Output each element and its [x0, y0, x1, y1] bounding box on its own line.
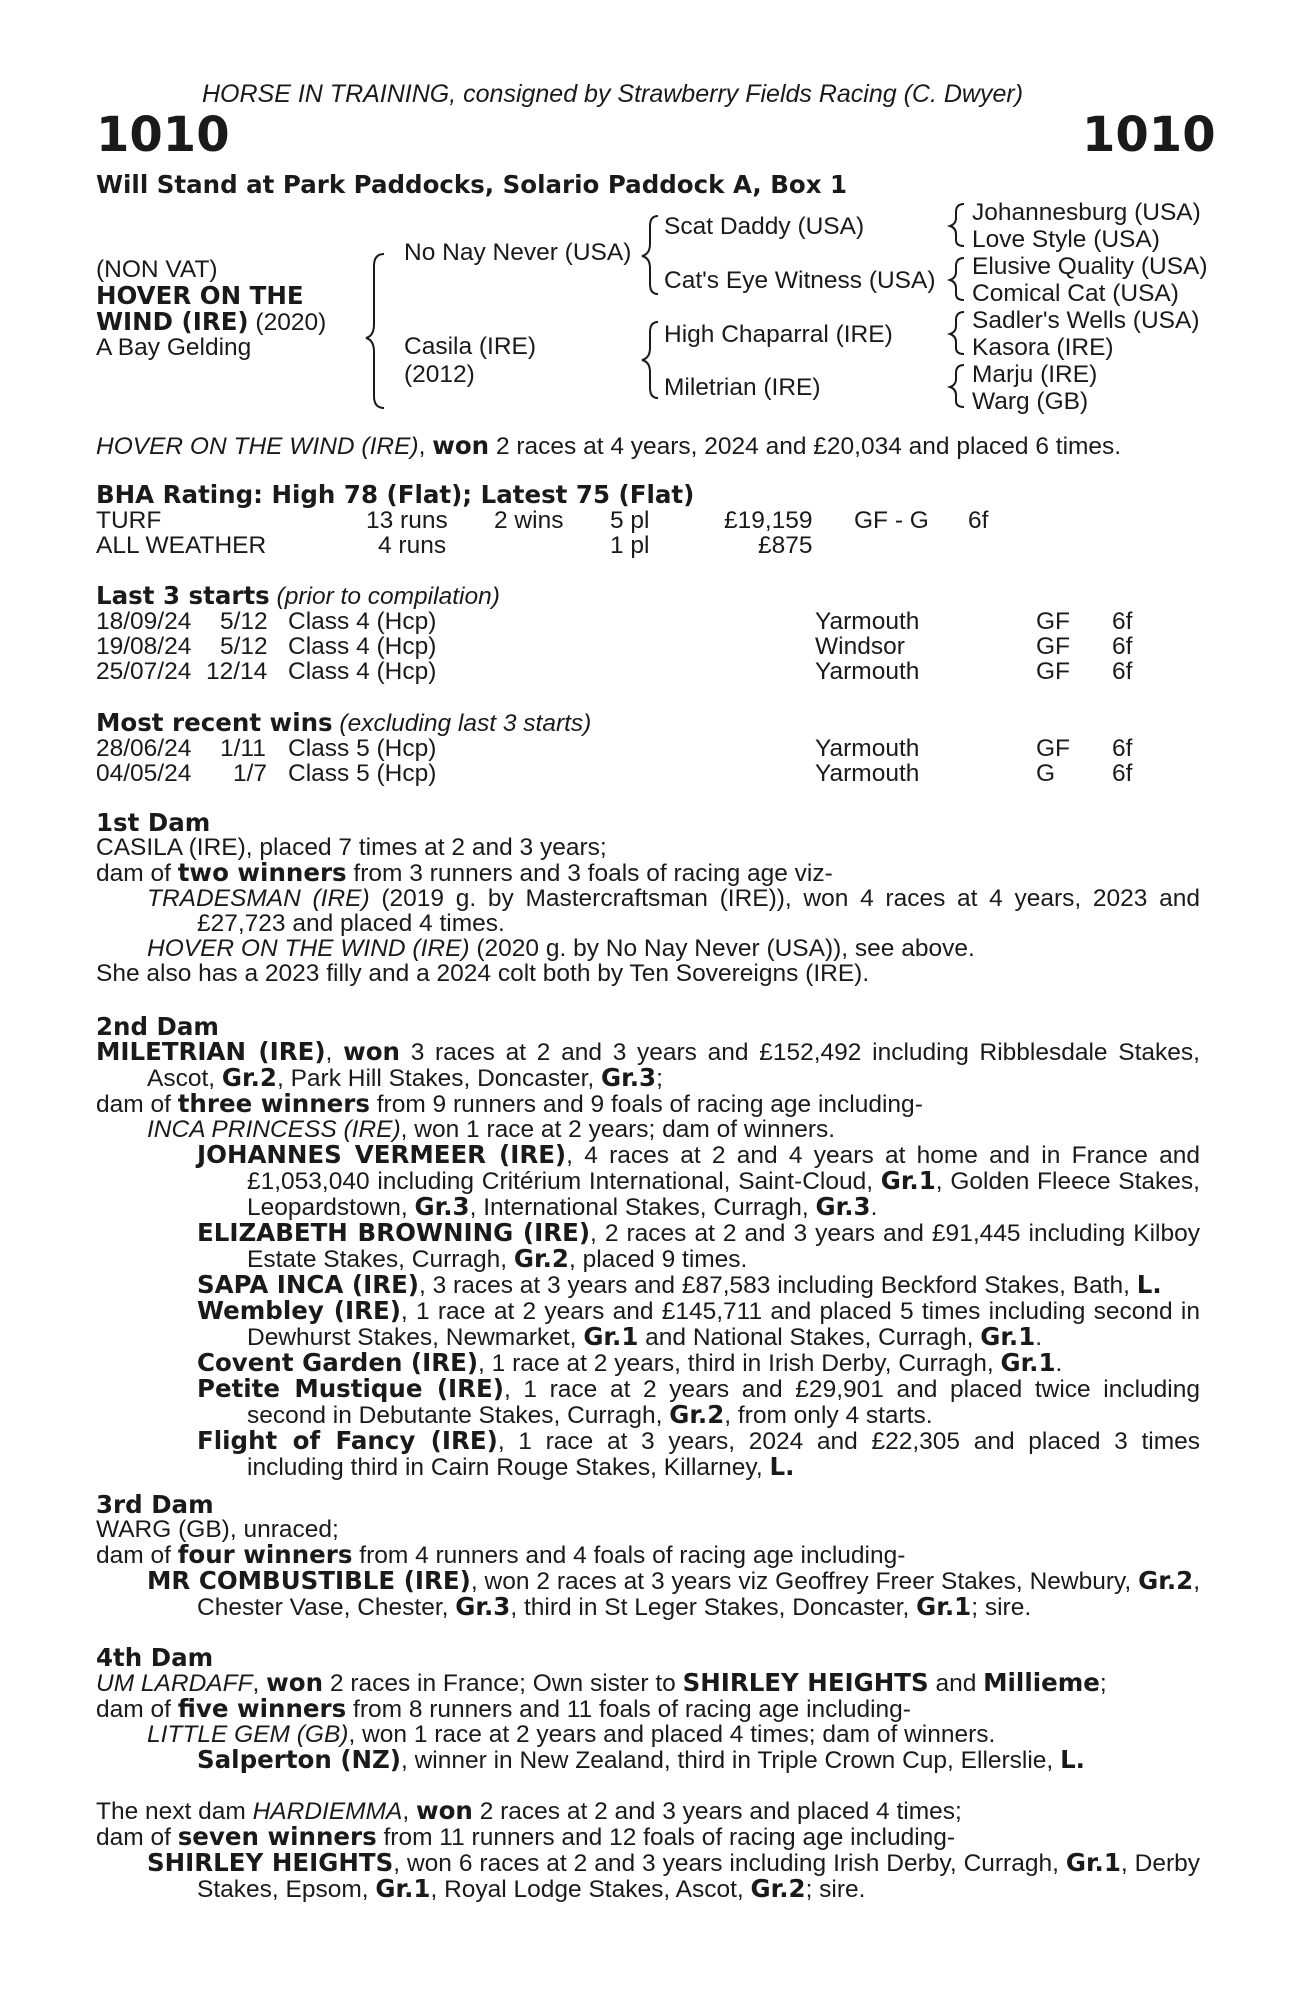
first-dam-produce [96, 860, 1200, 886]
sire-dam-brace [366, 254, 384, 408]
win-class: Class 5 (Hcp) [288, 760, 437, 787]
start-position: 5/12 [220, 633, 268, 660]
text: 3 races at 2 and 3 years and £152,492 including Ribblesdale Stakes, Ascot, [147, 1039, 1200, 1092]
progeny-entry [197, 1376, 1200, 1428]
text: , Chester Vase, Chester, [197, 1568, 1200, 1621]
third-dam-heading: 3rd Dam [96, 1490, 214, 1519]
winners-count: three winners [177, 1089, 370, 1118]
text: , won 6 races at 2 and 3 years including Irish Derby, Curragh, [393, 1850, 1066, 1877]
progeny-name: LITTLE GEM (GB) [147, 1721, 349, 1748]
progeny-entry [147, 936, 1200, 961]
start-distance: 6f [1112, 608, 1133, 635]
text: , International Stakes, Curragh, [469, 1194, 816, 1221]
win-position: 1/11 [220, 735, 266, 762]
pedigree-dam-sire: High Chaparral (IRE) [664, 321, 893, 348]
start-going: GF [1036, 608, 1071, 635]
progeny-entry [197, 1298, 1200, 1350]
grade: L. [1060, 1745, 1085, 1774]
last-starts-note: (prior to compilation) [269, 583, 500, 610]
stand-location: Will Stand at Park Paddocks, Solario Paddock A, Box 1 [96, 170, 848, 199]
progeny-record: , won 1 race at 2 years; dam of winners. [400, 1116, 836, 1143]
horse-ref: SHIRLEY HEIGHTS [682, 1668, 929, 1697]
first-dam-note: She also has a 2023 filly and a 2024 colt both by Ten Sovereigns (IRE). [96, 960, 870, 987]
progeny-record: (2020 g. by No Nay Never (USA)), see above. [469, 935, 975, 962]
text: ; [656, 1065, 663, 1092]
grade: Gr.3 [414, 1192, 470, 1221]
start-class: Class 4 (Hcp) [288, 658, 437, 685]
rating-runs: 13 runs [366, 507, 448, 534]
text: won [343, 1037, 400, 1066]
progeny-entry [197, 1272, 1200, 1298]
progeny-name: Flight of Fancy (IRE) [197, 1426, 498, 1455]
winners-count: four winners [177, 1540, 353, 1569]
grade: L. [769, 1452, 795, 1481]
g-brace-2 [950, 258, 964, 300]
text: 2 races in France; Own sister to [323, 1670, 683, 1697]
horse-name: WIND (IRE) [96, 307, 249, 336]
pedigree-sire-sire: Scat Daddy (USA) [664, 213, 865, 240]
grade: Gr.3 [815, 1192, 871, 1221]
sire-brace [642, 216, 658, 294]
winners-count: two winners [177, 858, 347, 887]
pedigree-gen3-4: Comical Cat (USA) [972, 280, 1179, 307]
text: dam of [96, 1824, 178, 1851]
vat-status: (NON VAT) [96, 256, 218, 283]
text: dam of [96, 860, 178, 887]
first-dam-section [96, 810, 1200, 986]
progeny-name: INCA PRINCESS (IRE) [147, 1116, 401, 1143]
grade: L. [1136, 1270, 1162, 1299]
progeny-name: Covent Garden (IRE) [197, 1348, 479, 1377]
text: from 9 runners and 9 foals of racing age including- [369, 1091, 923, 1118]
third-dam-produce [96, 1542, 1200, 1568]
dam-name: MILETRIAN (IRE) [96, 1037, 326, 1066]
grade: Gr.3 [601, 1063, 657, 1092]
progeny-name: TRADESMAN (IRE) [147, 885, 370, 912]
g-brace-1 [950, 204, 964, 246]
pedigree-sire: No Nay Never (USA) [404, 239, 632, 266]
horse-description: A Bay Gelding [96, 334, 252, 361]
text: , [402, 1798, 416, 1825]
recent-wins-heading [96, 710, 591, 736]
next-dam-section [96, 1798, 1200, 1902]
progeny-name: JOHANNES VERMEER (IRE) [197, 1140, 567, 1169]
grade: Gr.1 [1000, 1348, 1056, 1377]
text: won [266, 1668, 324, 1697]
rating-earnings: £19,159 [724, 507, 813, 534]
progeny-name: SHIRLEY HEIGHTS [147, 1848, 394, 1877]
fourth-dam-heading: 4th Dam [96, 1643, 214, 1672]
summary-won: won [432, 431, 490, 460]
text: , 1 race at 2 years and £145,711 and placed 5 times including second in Dewhurst Stakes, Newmarket, [247, 1298, 1200, 1351]
horse-ref: Millieme [983, 1668, 1100, 1697]
text: , [325, 1039, 344, 1066]
rating-placed: 1 pl [610, 532, 650, 559]
pedigree-gen3-6: Kasora (IRE) [972, 334, 1114, 361]
text: , third in St Leger Stakes, Doncaster, [510, 1594, 917, 1621]
consignor-line: HORSE IN TRAINING, consigned by Strawberry Fields Racing (C. Dwyer) [202, 80, 1024, 108]
win-course: Yarmouth [815, 760, 920, 787]
text: , Derby Stakes, Epsom, [197, 1850, 1201, 1903]
text: dam of [96, 1091, 178, 1118]
progeny-name: ELIZABETH BROWNING (IRE) [197, 1218, 591, 1247]
text: , from only 4 starts. [724, 1402, 933, 1429]
grade: Gr.1 [375, 1874, 431, 1903]
text: , winner in New Zealand, third in Triple Crown Cup, Ellerslie, [401, 1747, 1061, 1774]
rating-earnings: £875 [758, 532, 813, 559]
win-date: 28/06/24 [96, 735, 192, 762]
text: ; sire. [805, 1876, 866, 1903]
start-course: Windsor [815, 633, 905, 660]
text: . [1035, 1324, 1043, 1351]
fourth-dam-record [96, 1670, 1200, 1696]
progeny-name: SAPA INCA (IRE) [197, 1270, 420, 1299]
text: ; [1099, 1670, 1107, 1697]
first-dam-intro: CASILA (IRE), placed 7 times at 2 and 3 years; [96, 834, 607, 861]
text: , won 2 races at 3 years viz Geoffrey Freer Stakes, Newbury, [470, 1568, 1139, 1595]
text: 2 races at 2 and 3 years and placed 4 times; [472, 1798, 962, 1825]
second-dam-produce [96, 1091, 1200, 1117]
grade: Gr.2 [669, 1400, 725, 1429]
text: . [1055, 1350, 1063, 1377]
text: ; sire. [971, 1594, 1032, 1621]
start-going: GF [1036, 658, 1071, 685]
grade: Gr.1 [1065, 1848, 1121, 1877]
start-course: Yarmouth [815, 658, 920, 685]
horse-year: (2020) [248, 309, 327, 336]
text: , Park Hill Stakes, Doncaster, [276, 1065, 602, 1092]
grade: Gr.2 [513, 1244, 569, 1273]
next-dam-record [96, 1798, 1200, 1824]
start-class: Class 4 (Hcp) [288, 633, 437, 660]
text: , placed 9 times. [568, 1246, 748, 1273]
progeny-entry [147, 1117, 1200, 1142]
progeny-entry [147, 1722, 1200, 1747]
text: , Golden Fleece Stakes, Leopardstown, [247, 1168, 1200, 1221]
winners-count: five winners [177, 1694, 347, 1723]
grade: Gr.2 [221, 1063, 277, 1092]
grade: Gr.2 [1138, 1566, 1194, 1595]
text: from 8 runners and 11 foals of racing age including- [346, 1696, 911, 1723]
win-distance: 6f [1112, 735, 1133, 762]
start-class: Class 4 (Hcp) [288, 608, 437, 635]
text: , 2 races at 2 and 3 years and £91,445 including Kilboy Estate Stakes, Curragh, [247, 1220, 1200, 1273]
rating-surface: ALL WEATHER [96, 532, 267, 559]
lot-number-left: 1010 [96, 107, 230, 163]
text: , Royal Lodge Stakes, Ascot, [430, 1876, 751, 1903]
g-brace-3 [950, 312, 964, 354]
last-starts-heading [96, 583, 500, 609]
text: , 1 race at 2 years and £29,901 and placed twice including second in Debutante Stakes, Curragh, [247, 1376, 1200, 1429]
rating-runs: 4 runs [378, 532, 447, 559]
start-date: 25/07/24 [96, 658, 192, 685]
pedigree-gen3-8: Warg (GB) [972, 388, 1089, 415]
text: dam of [96, 1696, 178, 1723]
last-starts-title: Last 3 starts [96, 581, 270, 610]
pedigree-gen3-7: Marju (IRE) [972, 361, 1098, 388]
win-date: 04/05/24 [96, 760, 192, 787]
win-course: Yarmouth [815, 735, 920, 762]
race-summary: HOVER ON THE WIND (IRE), won 2 races at 4 years, 2024 and £20,034 and placed 6 times. [96, 431, 1122, 460]
next-dam-produce [96, 1824, 1200, 1850]
rating-distance: 6f [968, 507, 989, 534]
first-dam-heading: 1st Dam [96, 808, 211, 837]
recent-wins-title: Most recent wins [96, 708, 333, 737]
start-course: Yarmouth [815, 608, 920, 635]
start-going: GF [1036, 633, 1071, 660]
summary-rest: 2 races at 4 years, 2024 and £20,034 and placed 6 times. [489, 433, 1122, 460]
fourth-dam-produce [96, 1696, 1200, 1722]
grade: Gr.1 [980, 1322, 1036, 1351]
win-class: Class 5 (Hcp) [288, 735, 437, 762]
text: , 4 races at 2 and 4 years at home and in France and £1,053,040 including Critérium International, Saint-Cloud, [247, 1142, 1200, 1195]
text: , 1 race at 2 years, third in Irish Derby, Curragh, [478, 1350, 1001, 1377]
progeny-entry [197, 1428, 1200, 1480]
pedigree-gen3-3: Elusive Quality (USA) [972, 253, 1208, 280]
pedigree-gen3-1: Johannesburg (USA) [972, 199, 1201, 226]
progeny-entry [147, 1850, 1200, 1902]
start-date: 19/08/24 [96, 633, 192, 660]
grade: Gr.1 [583, 1322, 639, 1351]
dam-name: HARDIEMMA [252, 1798, 403, 1825]
start-date: 18/09/24 [96, 608, 192, 635]
fourth-dam-section [96, 1645, 1200, 1773]
text: . [870, 1194, 878, 1221]
grade: Gr.1 [880, 1166, 936, 1195]
progeny-name: Salperton (NZ) [197, 1745, 401, 1774]
progeny-name: Wembley (IRE) [197, 1296, 401, 1325]
text: dam of [96, 1542, 178, 1569]
text: from 3 runners and 3 foals of racing age viz- [346, 860, 833, 887]
rating-heading: BHA Rating: High 78 (Flat); Latest 75 (Flat) [96, 480, 695, 509]
third-dam-intro: WARG (GB), unraced; [96, 1516, 339, 1543]
text: and [928, 1670, 984, 1697]
text: , [252, 1670, 267, 1697]
text: The next dam [96, 1798, 253, 1825]
rating-surface: TURF [96, 507, 162, 534]
progeny-name: MR COMBUSTIBLE (IRE) [147, 1566, 471, 1595]
pedigree-dam-year: (2012) [404, 361, 475, 388]
pedigree-gen3-2: Love Style (USA) [972, 226, 1160, 253]
dam-brace [642, 322, 658, 398]
progeny-name: Petite Mustique (IRE) [197, 1374, 504, 1403]
win-going: G [1036, 760, 1056, 787]
rating-placed: 5 pl [610, 507, 650, 534]
lot-number-right: 1010 [1082, 107, 1216, 163]
recent-wins-note: (excluding last 3 starts) [332, 710, 592, 737]
win-position: 1/7 [233, 760, 268, 787]
winners-count: seven winners [177, 1822, 377, 1851]
start-distance: 6f [1112, 633, 1133, 660]
grade: Gr.1 [916, 1592, 972, 1621]
progeny-entry [147, 886, 1200, 936]
second-dam-section [96, 1014, 1200, 1480]
text: , 3 races at 3 years and £87,583 including Beckford Stakes, Bath, [419, 1272, 1137, 1299]
start-distance: 6f [1112, 658, 1133, 685]
pedigree-dam: Casila (IRE) [404, 333, 537, 360]
rating-wins: 2 wins [494, 507, 564, 534]
rating-going: GF - G [854, 507, 929, 534]
g-brace-4 [950, 365, 964, 407]
grade: Gr.2 [750, 1874, 806, 1903]
text: and National Stakes, Curragh, [638, 1324, 981, 1351]
start-position: 12/14 [206, 658, 268, 685]
second-dam-record [96, 1039, 1200, 1091]
text: won [415, 1796, 473, 1825]
pedigree-sire-dam: Cat's Eye Witness (USA) [664, 267, 936, 294]
text: from 11 runners and 12 foals of racing age including- [376, 1824, 956, 1851]
progeny-entry [197, 1142, 1200, 1220]
progeny-entry [147, 1568, 1200, 1620]
start-position: 5/12 [220, 608, 268, 635]
third-dam-section [96, 1492, 1200, 1620]
text: , 1 race at 3 years, 2024 and £22,305 and placed 3 times including third in Cairn Rouge Stakes, Killarney, [247, 1428, 1201, 1481]
pedigree-dam-dam: Miletrian (IRE) [664, 374, 821, 401]
pedigree-gen3-5: Sadler's Wells (USA) [972, 307, 1200, 334]
grade: Gr.3 [455, 1592, 511, 1621]
text: , won 1 race at 2 years and placed 4 times; dam of winners. [348, 1721, 996, 1748]
dam-name: UM LARDAFF [96, 1670, 253, 1697]
text: from 4 runners and 4 foals of racing age including- [352, 1542, 906, 1569]
win-going: GF [1036, 735, 1071, 762]
progeny-entry [197, 1350, 1200, 1376]
win-distance: 6f [1112, 760, 1133, 787]
progeny-name: HOVER ON THE WIND (IRE) [147, 935, 470, 962]
progeny-entry [197, 1747, 1200, 1773]
second-dam-heading: 2nd Dam [96, 1012, 219, 1041]
progeny-record: (2019 g. by Mastercraftsman (IRE)), won 4 races at 4 years, 2023 and £27,723 and placed 4 times. [197, 885, 1200, 937]
progeny-entry [197, 1220, 1200, 1272]
horse-name-line1: HOVER ON THE [96, 281, 304, 310]
summary-horse-name: HOVER ON THE WIND (IRE) [96, 433, 419, 460]
